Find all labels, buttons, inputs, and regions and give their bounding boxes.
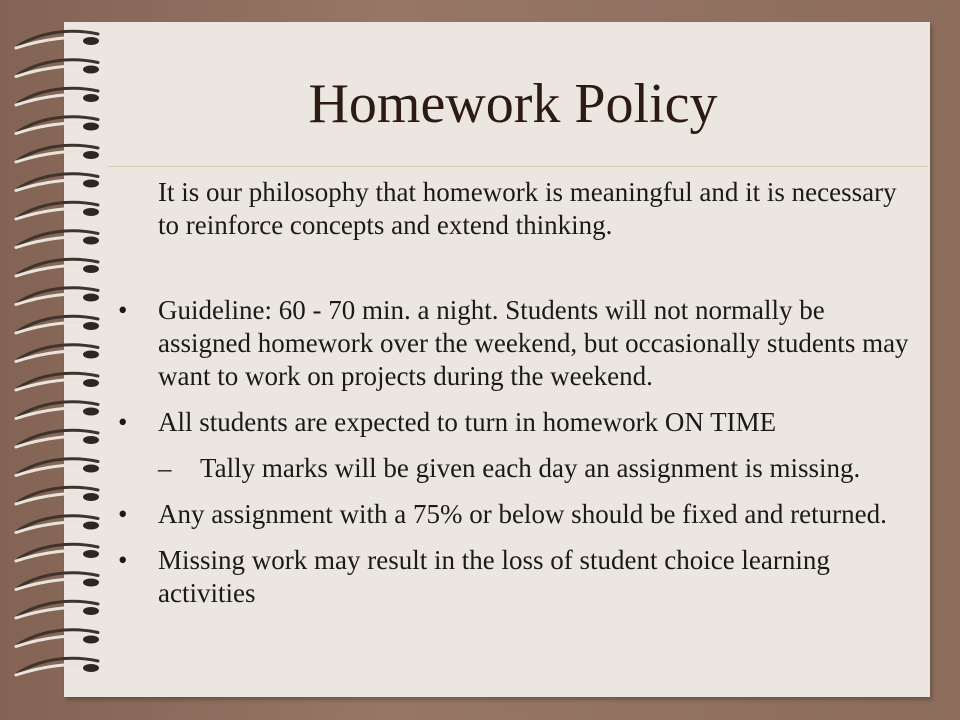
slide-title: Homework Policy [308, 73, 718, 135]
bullet-mark: • [118, 499, 128, 529]
sub-bullet-mark: – [158, 453, 172, 483]
bullet-text: Missing work may result in the loss of student choice learning activities [158, 545, 830, 608]
bullet-mark: • [118, 545, 128, 575]
bullet-text: Any assignment with a 75% or below should be fixed and returned. [158, 499, 887, 529]
intro-paragraph: It is our philosophy that homework is meaningful and it is necessary to reinforce concepts and extend thinking. [158, 177, 897, 240]
bullet-fix-and-return [118, 498, 918, 531]
bullet-guideline [118, 294, 918, 393]
bullet-text: Guideline: 60 - 70 min. a night. Students will not normally be assigned homework over the weekend, but occasionally students may want to work on projects during the weekend. [158, 295, 909, 391]
bullet-on-time [118, 406, 918, 439]
bullet-missing-work [118, 544, 918, 610]
title-divider [108, 166, 928, 167]
bullet-mark: • [118, 407, 128, 437]
slide-body [118, 176, 918, 623]
bullet-mark: • [118, 295, 128, 325]
sub-bullet-tally [118, 452, 918, 485]
sub-bullet-text: Tally marks will be given each day an assignment is missing. [200, 453, 861, 483]
bullet-text: All students are expected to turn in homework ON TIME [158, 407, 777, 437]
